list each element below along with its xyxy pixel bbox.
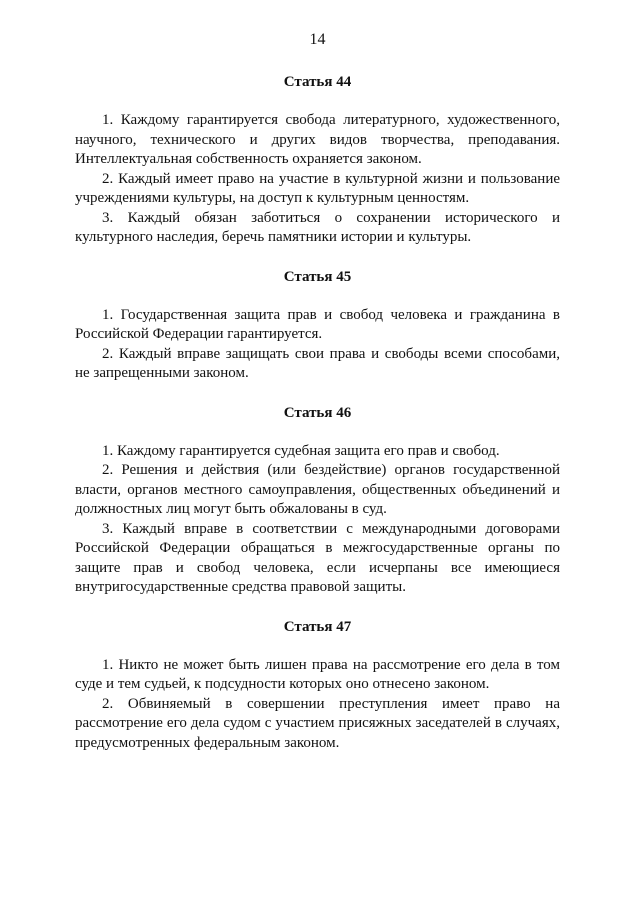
article-44 <box>75 72 560 248</box>
article-title: Статья 47 <box>283 618 352 635</box>
article-clause: 2. Обвиняемый в совершении преступления имеет право на рассмотрение его дела судом с участием присяжных заседателей в случаях, предусмотренных федеральным законом. <box>75 695 560 751</box>
article-clause: 1. Никто не может быть лишен права на рассмотрение его дела в том суде и тем судьей, к подсудности которых оно отнесено законом. <box>75 656 560 692</box>
article-clause: 2. Каждый имеет право на участие в культурной жизни и пользование учреждениями культуры, на доступ к культурным ценностям. <box>75 170 560 206</box>
article-title: Статья 44 <box>283 74 352 90</box>
article-title: Статья 46 <box>283 404 352 421</box>
article-clause: 2. Решения и действия (или бездействие) органов государственной власти, органов местного самоуправления, общественных объединений и должностных лиц могут быть обжалованы в суд. <box>75 462 560 517</box>
article-45 <box>75 267 560 384</box>
article-clause: 1. Каждому гарантируется судебная защита его прав и свобод. <box>102 442 500 459</box>
article-clause: 1. Каждому гарантируется свобода литературного, художественного, научного, технического и других видов творчества, преподавания. Интеллектуальная собственность охраняется законом. <box>75 112 560 167</box>
article-clause: 3. Каждый обязан заботиться о сохранении исторического и культурного наследия, беречь памятники истории и культуры. <box>75 209 560 245</box>
article-clause: 2. Каждый вправе защищать свои права и свободы всеми способами, не запрещенными законом. <box>75 345 560 381</box>
article-title: Статья 45 <box>283 268 352 285</box>
article-clause: 3. Каждый вправе в соответствии с международными договорами Российской Федерации обращаться в межгосударственные органы по защите прав и свобод человека, если исчерпаны все имеющиеся внутригосударственные средства правовой защиты. <box>75 520 560 595</box>
article-47 <box>75 617 560 754</box>
page-number: 14 <box>309 31 326 48</box>
article-46 <box>75 403 560 598</box>
article-clause: 1. Государственная защита прав и свобод человека и гражданина в Российской Федерации гарантируется. <box>75 306 560 342</box>
